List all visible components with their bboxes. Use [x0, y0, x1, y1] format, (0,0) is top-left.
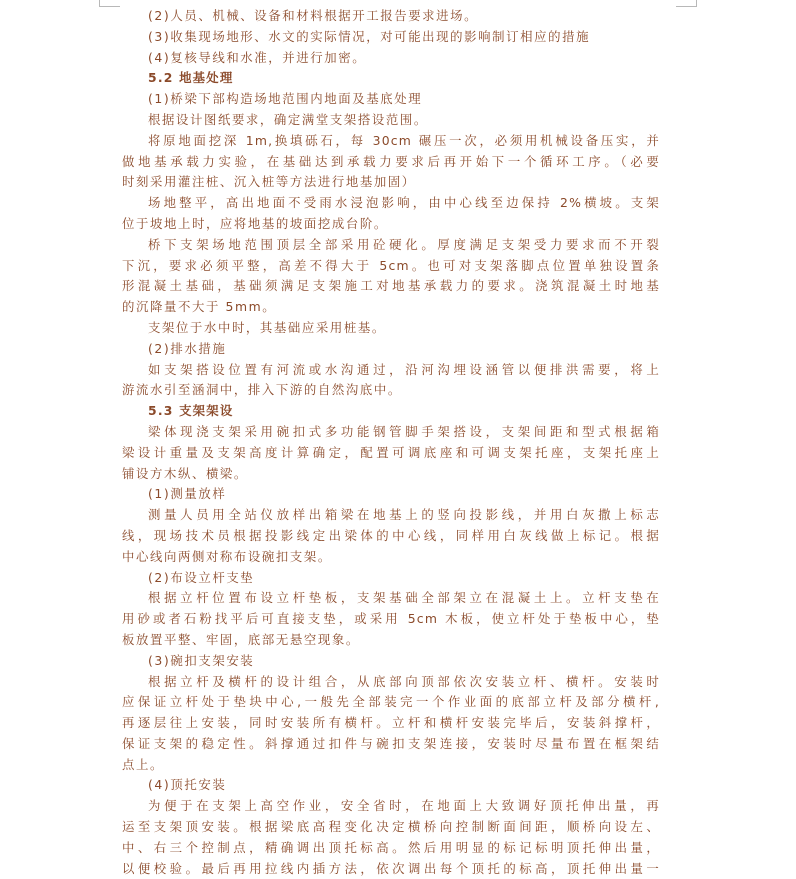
text-line: (3)收集现场地形、水文的实际情况，对可能出现的影响制订相应的措施: [148, 28, 591, 44]
text-line: 根据设计图纸要求，确定满堂支架搭设范围。: [148, 111, 428, 127]
text-line: 根据立杆位置布设立杆垫板，支架基础全部架立在混凝土上。立杆支垫在: [148, 590, 660, 606]
text-line: 为便于在支架上高空作业，安全省时，在地面上大致调好顶托伸出量，再: [148, 798, 660, 814]
text-line: 线，现场技术员根据投影线定出梁体的中心线，同样用白灰线做上标记。根据: [122, 527, 660, 543]
text-line: (3)碗扣支架安装: [148, 652, 255, 668]
page-corner-mark-left: [99, 0, 120, 7]
text-line: 测量人员用全站仪放样出箱梁在地基上的竖向投影线，并用白灰撒上标志: [148, 507, 660, 523]
text-line: (2)排水措施: [148, 340, 227, 356]
text-line: 中、右三个控制点，精确调出顶托标高。然后用明显的标记标明顶托伸出量，: [122, 839, 660, 855]
text-line: 支架位于水中时，其基础应采用桩基。: [148, 319, 386, 335]
text-line: 时刻采用灌注桩、沉入桩等方法进行地基加固）: [122, 174, 416, 190]
page-corner-mark-right: [676, 0, 697, 7]
text-line: 再逐层往上安装，同时安装所有横杆。立杆和横杆安装完毕后，安装斜撑杆，: [122, 715, 660, 731]
text-line: 的沉降量不大于 5mm。: [122, 299, 277, 315]
section-heading: 5.3 支架架设: [148, 403, 234, 419]
text-line: (2)人员、机械、设备和材料根据开工报告要求进场。: [148, 8, 479, 23]
text-line: 形混凝土基础，基础须满足支架施工对地基承载力的要求。浇筑混凝土时地基: [122, 278, 660, 294]
text-line: 场地整平，高出地面不受雨水浸泡影响，由中心线至边保持 2%横坡。支架: [148, 195, 660, 211]
text-line: 以便校验。最后再用拉线内插方法，依次调出每个顶托的标高，顶托伸出量一: [122, 860, 660, 876]
text-line: 桥下支架场地范围顶层全部采用砼硬化。厚度满足支架受力要求而不开裂: [148, 236, 660, 252]
section-heading: 5.2 地基处理: [148, 70, 234, 86]
text-line: 保证支架的稳定性。斜撑通过扣件与碗扣支架连接，安装时尽量布置在框架结: [122, 735, 660, 751]
text-line: 板放置平整、牢固，底部无悬空现象。: [122, 631, 360, 647]
text-line: 将原地面挖深 1m,换填砾石，每 30cm 碾压一次，必须用机械设备压实，并: [148, 132, 660, 148]
text-line: (4)顶托安装: [148, 777, 227, 793]
text-line: 梁设计重量及支架高度计算确定，配置可调底座和可调支架托座，支架托座上: [122, 444, 660, 460]
text-line: 位于坡地上时，应将地基的坡面挖成台阶。: [122, 215, 388, 231]
text-line: 做地基承载力实验，在基础达到承载力要求后再开始下一个循环工序。（必要: [122, 153, 660, 169]
text-line: (2)布设立杆支垫: [148, 569, 255, 585]
text-line: 用砂或者石粉找平后可直接支垫，或采用 5cm 木板，使立杆处于垫板中心，垫: [122, 611, 660, 627]
text-line: 下沉，要求必须平整，高差不得大于 5cm。也可对支架落脚点位置单独设置条: [122, 257, 660, 273]
text-line: (4)复核导线和水准，并进行加密。: [148, 49, 367, 65]
text-line: 中心线向两侧对称布设碗扣支架。: [122, 548, 332, 564]
text-line: 铺设方木纵、横梁。: [122, 465, 248, 481]
text-line: 根据立杆及横杆的设计组合，从底部向顶部依次安装立杆、横杆。安装时: [148, 673, 660, 689]
text-line: 应保证立杆处于垫块中心,一般先全部装完一个作业面的底部立杆及部分横杆,: [122, 694, 660, 710]
text-line: (1)测量放样: [148, 486, 227, 502]
text-line: 如支架搭设位置有河流或水沟通过，沿河沟埋设涵管以便排洪需要，将上: [148, 361, 660, 377]
text-line: 梁体现浇支架采用碗扣式多功能钢管脚手架搭设，支架间距和型式根据箱: [148, 423, 660, 439]
document-body: [122, 6, 660, 879]
text-line: 运至支架顶安装。根据梁底高程变化决定横桥向控制断面间距，顺桥向设左、: [122, 819, 660, 835]
text-line: 游流水引至涵洞中，排入下游的自然沟底中。: [122, 382, 402, 398]
text-line: 点上。: [122, 756, 164, 772]
text-line: (1)桥梁下部构造场地范围内地面及基底处理: [148, 91, 423, 107]
